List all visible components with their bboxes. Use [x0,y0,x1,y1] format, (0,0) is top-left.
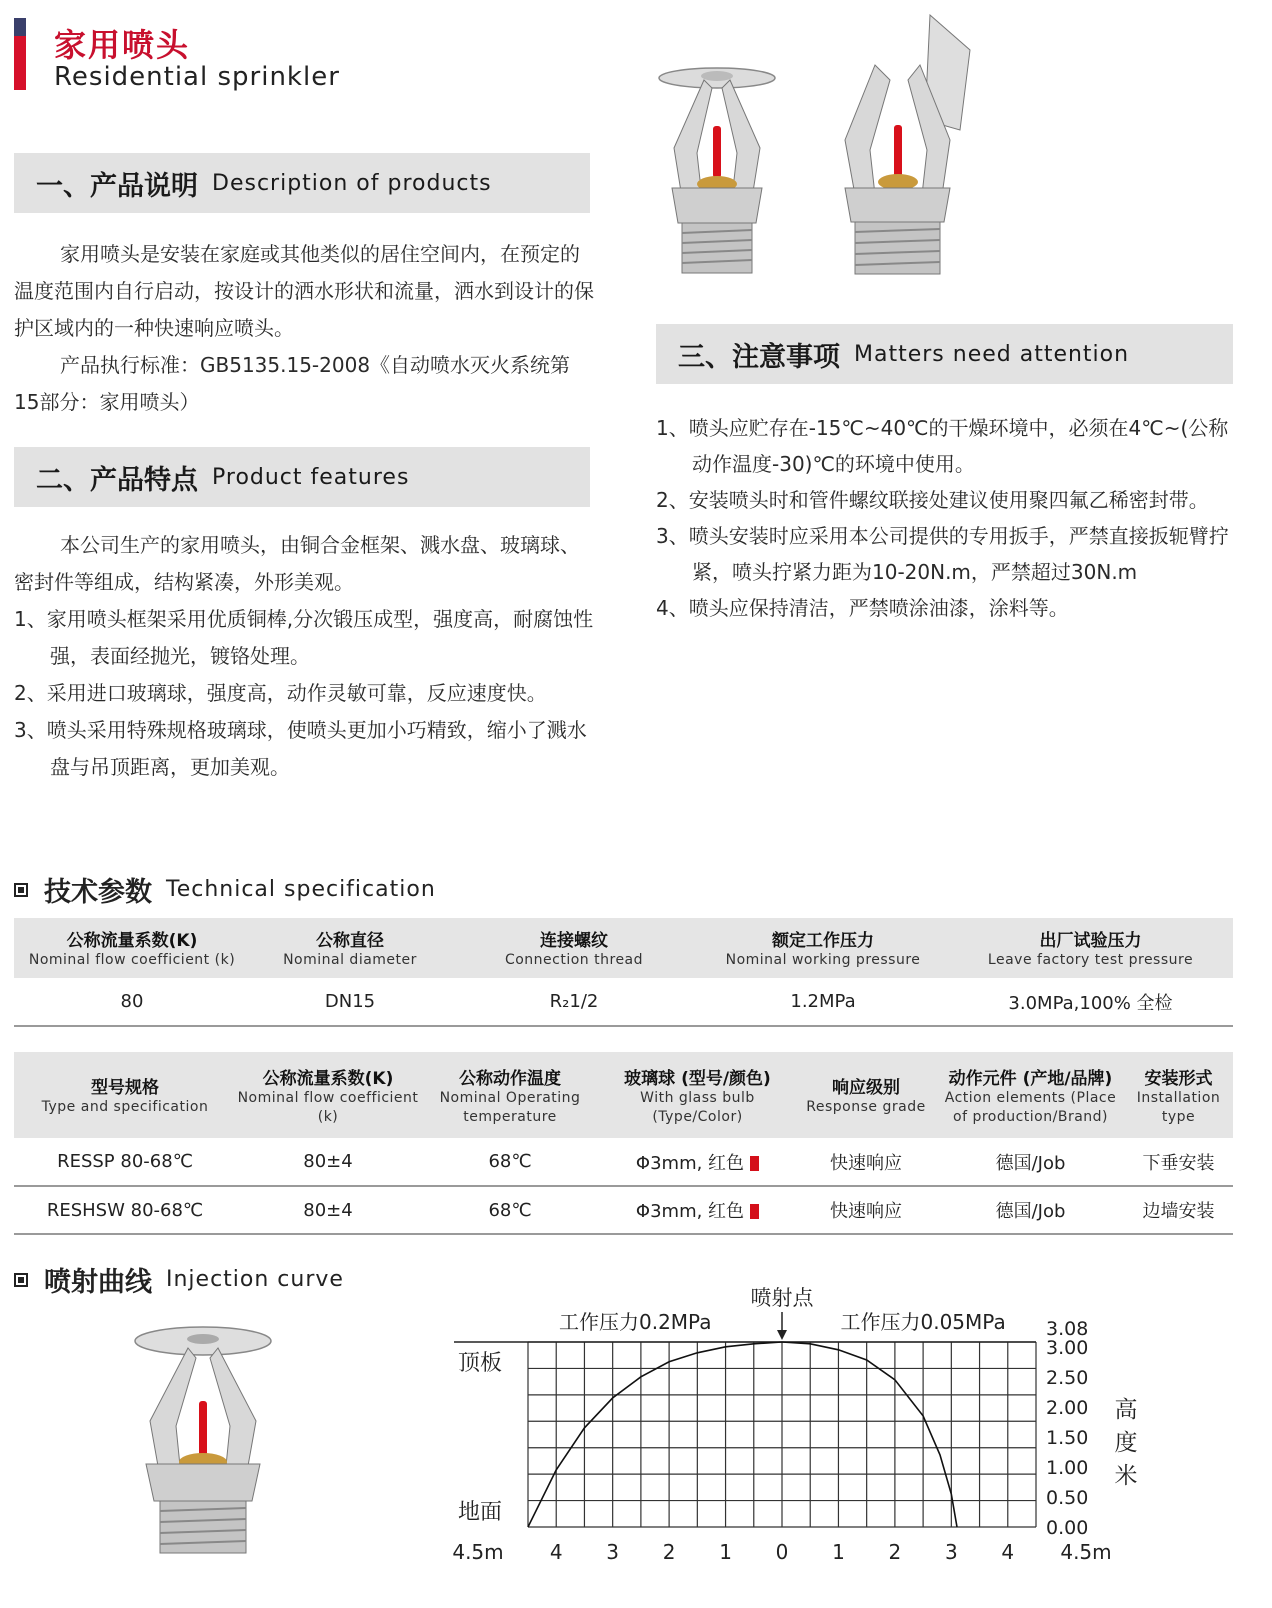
attention-item: 2、安装喷头时和管件螺纹联接处建议使用聚四氟乙稀密封带。 [656,488,1209,512]
floor-label: 地面 [458,1500,503,1525]
injection-heading [14,1260,344,1299]
y-axis-label: 高 [1114,1397,1138,1423]
table-header-cell: 响应级别 Response grade [795,1052,937,1138]
page-title-en: Residential sprinkler [54,62,340,92]
table-cell: 德国/Job [937,1138,1124,1186]
table-cell [600,1186,795,1234]
bulb-spec-text: Φ3mm, 红色 [635,1152,745,1174]
y-tick-label: 2.00 [1046,1396,1089,1419]
spec-table-general [14,918,1233,1027]
square-bullet-icon [14,883,28,897]
injection-title-cn: 喷射曲线 [44,1267,152,1298]
table-header-cell: 连接螺纹 Connection thread [450,918,698,978]
table-cell: R₂1/2 [450,978,698,1026]
spec-table-models [14,1052,1233,1235]
features-item: 2、采用进口玻璃球，强度高，动作灵敏可靠，反应速度快。 [14,681,547,705]
tech-spec-title-cn: 技术参数 [44,877,152,908]
table-header-cell: 公称流量系数(K) Nominal flow coefficient (k) [236,1052,420,1138]
x-tick-label: 4 [1001,1540,1015,1564]
x-tick-label: 2 [662,1540,676,1564]
y-tick-label: 2.50 [1046,1366,1089,1389]
injection-title-en: Injection curve [166,1267,344,1292]
pendent-sprinkler-image [652,58,782,278]
section-features-header [14,447,590,507]
features-item: 1、家用喷头框架采用优质铜棒,分次锻压成型，强度高，耐腐蚀性强，表面经抛光，镀铬处理。 [14,607,594,668]
y-tick-label: 1.50 [1046,1426,1089,1449]
table-cell: 68℃ [420,1138,600,1186]
attention-item: 3、喷头安装时应采用本公司提供的专用扳手，严禁直接扳轭臂拧紧，喷头拧紧力距为10-20N.m，严禁超过30N.m [656,524,1229,584]
features-text [14,527,594,786]
red-bulb-swatch [750,1156,759,1171]
x-tick-label: 3 [606,1540,620,1564]
section-features-title-en: Product features [212,464,410,490]
y-tick-label: 1.00 [1046,1456,1089,1479]
table-header-cell: 出厂试验压力 Leave factory test pressure [948,918,1233,978]
table-cell: 下垂安装 [1124,1138,1233,1186]
left-pressure-label: 工作压力0.2MPa [559,1310,712,1334]
table-cell [600,1138,795,1186]
section-description-title-cn: 一、产品说明 [36,170,198,202]
chart-labels [452,1286,1137,1564]
square-bullet-icon [14,1273,28,1287]
table-header-cell: 公称直径 Nominal diameter [250,918,450,978]
table-cell: 快速响应 [795,1186,937,1234]
table-cell: 68℃ [420,1186,600,1234]
attention-text [656,410,1236,626]
table-header-cell: 型号规格 Type and specification [14,1052,236,1138]
table-header-cell: 公称流量系数(K) Nominal flow coefficient (k) [14,918,250,978]
y-tick-label: 3.08 [1046,1318,1089,1340]
tech-spec-title-en: Technical specification [166,877,436,902]
spray-curve-right [782,1342,957,1527]
x-tick-label: 4 [549,1540,563,1564]
table-header-row [14,918,1233,978]
x-tick-label: 1 [832,1540,845,1564]
table-cell: RESHSW 80-68℃ [14,1186,236,1234]
x-tick-label: 2 [888,1540,902,1564]
table-header-cell: 安装形式 Installation type [1124,1052,1233,1138]
description-paragraph: 产品执行标准：GB5135.15-2008《自动喷水灭火系统第15部分：家用喷头） [14,353,571,414]
spray-curve-left [528,1342,782,1527]
table-row [14,978,1233,1026]
arrow-head-icon [777,1330,787,1340]
table-row [14,1186,1233,1234]
chart-curves [528,1342,957,1527]
table-cell: 80 [14,978,250,1026]
x-tick-label: 0 [775,1540,789,1564]
red-bulb-swatch [750,1204,759,1219]
section-description-title-en: Description of products [212,170,492,196]
table-cell: 80±4 [236,1186,420,1234]
description-text [14,236,594,421]
table-cell: 3.0MPa,100% 全检 [948,978,1233,1026]
y-tick-label: 0.50 [1046,1486,1089,1509]
table-cell: 德国/Job [937,1186,1124,1234]
brand-accent-bar-top [14,18,26,36]
section-attention-title-cn: 三、注意事项 [678,341,840,373]
section-attention-header [656,324,1233,384]
table-cell: DN15 [250,978,450,1026]
x-tick-label: 4.5m [452,1540,504,1564]
table-cell: 1.2MPa [698,978,948,1026]
features-intro: 本公司生产的家用喷头，由铜合金框架、溅水盘、玻璃球、密封件等组成，结构紧凑，外形美观。 [14,533,580,594]
right-pressure-label: 工作压力0.05MPa [840,1310,1006,1334]
injection-curve-chart [440,1280,1160,1605]
section-features-title-cn: 二、产品特点 [36,464,198,496]
table-cell: 80±4 [236,1138,420,1186]
ceiling-label: 顶板 [458,1351,503,1376]
description-paragraph: 家用喷头是安装在家庭或其他类似的居住空间内，在预定的温度范围内自行启动，按设计的洒水形状和流量，洒水到设计的保护区域内的一种快速响应喷头。 [14,242,594,340]
y-axis-label: 米 [1114,1463,1138,1489]
table-cell: RESSP 80-68℃ [14,1138,236,1186]
table-header-row [14,1052,1233,1138]
attention-item: 4、喷头应保持清洁，严禁喷涂油漆，涂料等。 [656,596,1069,620]
chart-title: 喷射点 [750,1286,814,1310]
table-header-cell: 额定工作压力 Nominal working pressure [698,918,948,978]
sprinkler-product-image [128,1316,278,1556]
y-axis-label: 度 [1114,1430,1138,1456]
page-title-cn: 家用喷头 [54,26,191,64]
table-cell: 快速响应 [795,1138,937,1186]
x-tick-label: 1 [719,1540,732,1564]
x-tick-label: 3 [944,1540,958,1564]
y-tick-label: 0.00 [1046,1517,1089,1539]
sidewall-sprinkler-image [830,10,980,278]
section-description-header [14,153,590,213]
attention-item: 1、喷头应贮存在-15℃~40℃的干燥环境中，必须在4℃~(公称动作温度-30)℃的环境中使用。 [656,416,1229,476]
section-attention-title-en: Matters need attention [854,341,1130,367]
features-item: 3、喷头采用特殊规格玻璃球，使喷头更加小巧精致，缩小了溅水盘与吊顶距离，更加美观。 [14,718,587,779]
table-header-cell: 公称动作温度 Nominal Operating temperature [420,1052,600,1138]
bulb-spec-text: Φ3mm, 红色 [635,1201,745,1222]
table-header-cell: 玻璃球 (型号/颜色) With glass bulb (Type/Color) [600,1052,795,1138]
y-tick-label: 3.00 [1046,1336,1089,1359]
table-header-cell: 动作元件 (产地/品牌) Action elements (Place of production/Brand) [937,1052,1124,1138]
tech-spec-heading [14,870,436,909]
table-row [14,1138,1233,1186]
x-tick-label: 4.5m [1060,1540,1112,1564]
table-cell: 边墙安装 [1124,1186,1233,1234]
